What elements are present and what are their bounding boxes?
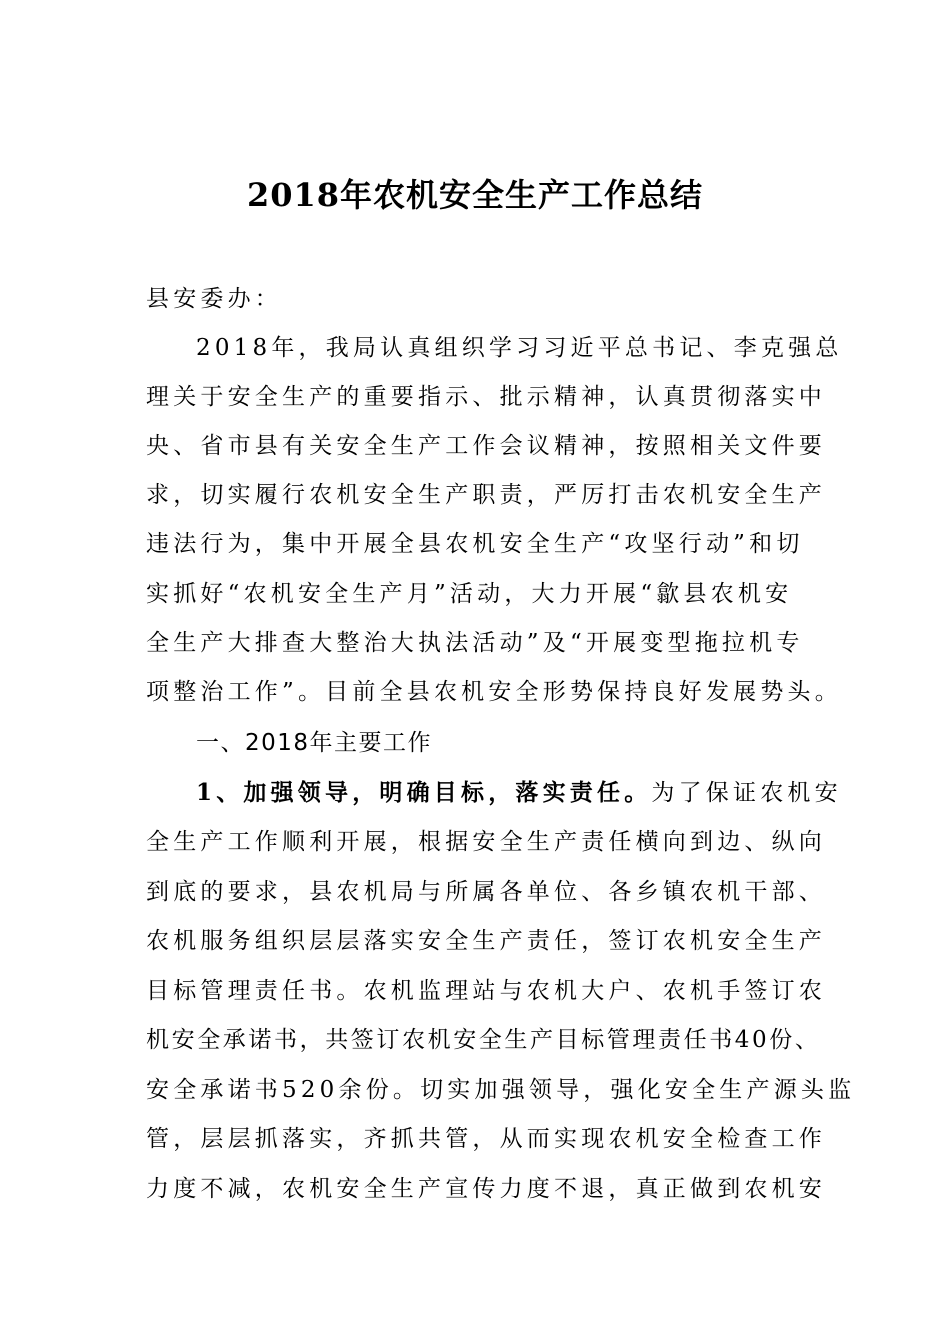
item1-first-line-text: 为了保证农机安 bbox=[651, 780, 842, 806]
intro-line-7: 全生产大排查大整治大执法活动”及“开展变型拖拉机专 bbox=[146, 630, 804, 656]
item1-line-6: 机安全承诺书，共签订农机安全生产目标管理责任书40份、 bbox=[146, 1027, 821, 1053]
intro-line-6: 实抓好“农机安全生产月”活动，大力开展“歙县农机安 bbox=[146, 581, 793, 607]
intro-line-2: 理关于安全生产的重要指示、批示精神，认真贯彻落实中 bbox=[146, 384, 826, 410]
item1-line-3: 到底的要求，县农机局与所属各单位、各乡镇农机干部、 bbox=[146, 879, 826, 905]
intro-line-4: 求，切实履行农机安全生产职责，严厉打击农机安全生产 bbox=[146, 482, 826, 508]
item1-line-7: 安全承诺书520余份。切实加强领导，强化安全生产源头监 bbox=[146, 1077, 856, 1103]
section-heading: 一、2018年主要工作 bbox=[196, 730, 433, 756]
item1-line-2: 全生产工作顺利开展，根据安全生产责任横向到边、纵向 bbox=[146, 829, 826, 855]
document-title: 2018年农机安全生产工作总结 bbox=[246, 176, 704, 214]
intro-line-5: 违法行为，集中开展全县农机安全生产“攻坚行动”和切 bbox=[146, 531, 804, 557]
item1-line-4: 农机服务组织层层落实安全生产责任，签订农机安全生产 bbox=[146, 928, 826, 954]
intro-line-8: 项整治工作”。目前全县农机安全形势保持良好发展势头。 bbox=[146, 679, 842, 705]
item1-line-5: 目标管理责任书。农机监理站与农机大户、农机手签订农 bbox=[146, 978, 826, 1004]
salutation: 县安委办： bbox=[146, 286, 282, 312]
item1-heading: 1、加强领导，明确目标，落实责任。 bbox=[196, 779, 652, 806]
item1-line-9: 力度不减，农机安全生产宣传力度不退，真正做到农机安 bbox=[146, 1176, 826, 1202]
intro-line-1: 2018年，我局认真组织学习习近平总书记、李克强总 bbox=[196, 335, 843, 361]
item1-line-8: 管，层层抓落实，齐抓共管，从而实现农机安全检查工作 bbox=[146, 1126, 826, 1152]
intro-line-3: 央、省市县有关安全生产工作会议精神，按照相关文件要 bbox=[146, 433, 826, 459]
item1-first-line bbox=[196, 778, 842, 808]
